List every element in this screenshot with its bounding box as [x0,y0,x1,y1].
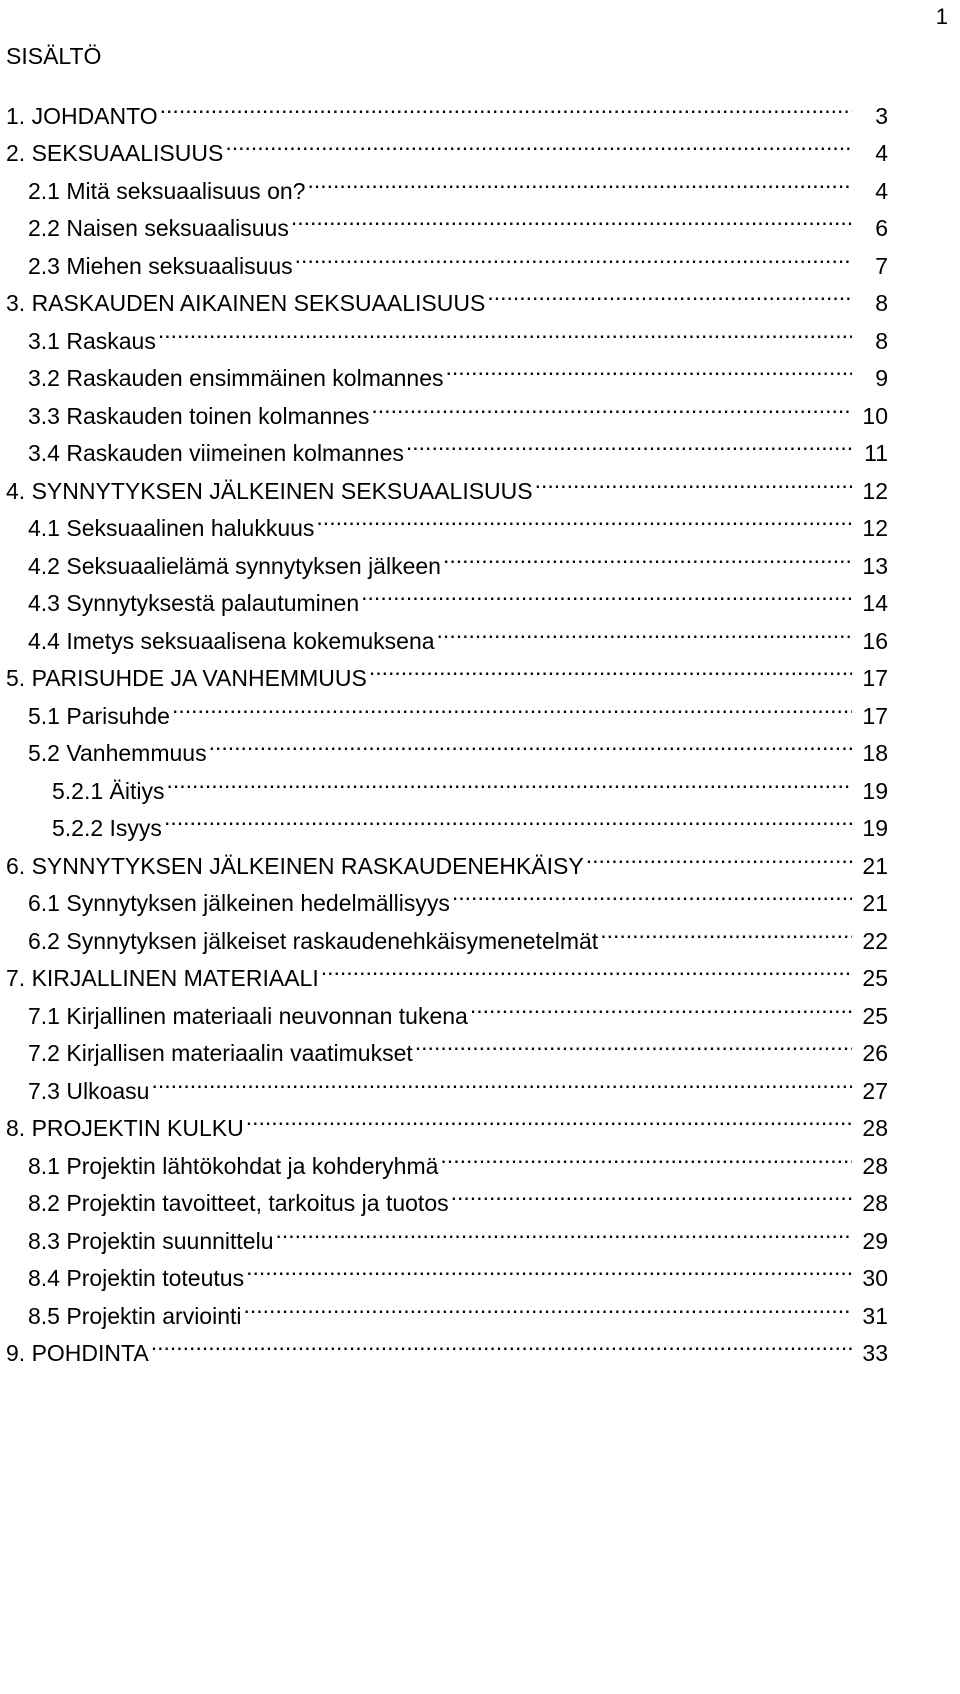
toc-entry-page-number: 33 [862,1340,888,1366]
dot-leader [586,836,852,874]
toc-entry-title: 5.2.2 Isyys [52,815,162,841]
toc-entry-page-number: 10 [862,402,888,429]
dot-leader [158,311,852,349]
toc-entry-page-number: 19 [862,815,888,841]
toc-entry-title: 4.2 Seksuaalielämä synnytyksen jälkeen [28,552,441,579]
toc-entry-page-number: 3 [875,102,888,129]
toc-entry[interactable] [6,799,892,841]
toc-entry-title: 3.4 Raskauden viimeinen kolmannes [28,440,404,466]
toc-entry-title: 5. PARISUHDE JA VANHEMMUUS [6,665,367,691]
dot-leader [470,986,852,1024]
toc-entry-page-number: 16 [862,627,888,654]
table-of-contents [6,86,892,1366]
toc-entry-title: 6. SYNNYTYKSEN JÄLKEINEN RASKAUDENEHKÄISY [6,852,584,879]
toc-entry-title: 2. SEKSUAALISUUS [6,140,224,166]
toc-entry-title: 6.1 Synnytyksen jälkeinen hedelmällisyys [28,890,450,916]
toc-entry-page-number: 4 [875,177,888,204]
toc-entry-page-number: 21 [862,852,888,879]
toc-entry[interactable] [6,349,892,391]
toc-entry-page-number: 14 [862,590,888,616]
dot-leader [415,1024,852,1062]
toc-heading: SISÄLTÖ [6,43,102,69]
dot-leader [225,124,852,162]
dot-leader [291,199,852,237]
toc-entry[interactable] [6,161,892,204]
toc-entry-title: 8.2 Projektin tavoitteet, tarkoitus ja tuotos [28,1190,449,1216]
toc-entry-title: 7.1 Kirjallinen materiaali neuvonnan tukena [28,1002,468,1029]
toc-entry-title: 3.3 Raskauden toinen kolmannes [28,402,370,429]
dot-leader [209,724,852,762]
toc-entry[interactable] [6,1024,892,1066]
toc-entry[interactable] [6,236,892,279]
toc-entry[interactable] [6,611,892,654]
dot-leader [160,86,852,124]
toc-entry-page-number: 13 [862,552,888,579]
toc-entry[interactable] [6,911,892,954]
toc-entry-title: 9. POHDINTA [6,1340,149,1366]
dot-leader [167,761,853,799]
toc-entry-page-number: 27 [862,1077,888,1104]
dot-leader [164,799,852,837]
toc-entry-page-number: 31 [862,1302,888,1329]
toc-entry-page-number: 19 [862,777,888,804]
toc-entry[interactable] [6,874,892,916]
toc-entry[interactable] [6,1286,892,1329]
toc-entry-page-number: 22 [862,927,888,954]
toc-entry[interactable] [6,1324,892,1366]
toc-entry-page-number: 25 [862,1002,888,1029]
toc-entry-page-number: 28 [862,1115,888,1141]
toc-entry-title: 8.1 Projektin lähtökohdat ja kohderyhmä [28,1152,439,1179]
dot-leader [244,1286,853,1324]
toc-entry-page-number: 25 [862,965,888,991]
toc-entry-title: 8.5 Projektin arviointi [28,1302,242,1329]
toc-entry-title: 3.2 Raskauden ensimmäinen kolmannes [28,365,444,391]
toc-entry-title: 7.3 Ulkoasu [28,1077,150,1104]
toc-entry[interactable] [6,424,892,466]
toc-entry[interactable] [6,1099,892,1141]
toc-entry-page-number: 26 [862,1040,888,1066]
dot-leader [307,161,852,199]
dot-leader [535,461,852,499]
dot-leader [276,1211,853,1249]
dot-leader [600,911,852,949]
toc-entry[interactable] [6,1249,892,1291]
toc-entry[interactable] [6,649,892,691]
toc-entry-title: 8. PROJEKTIN KULKU [6,1115,244,1141]
dot-leader [371,386,852,424]
toc-entry[interactable] [6,761,892,804]
toc-entry-title: 4.1 Seksuaalinen halukkuus [28,515,315,541]
toc-entry-title: 4.4 Imetys seksuaalisena kokemuksena [28,627,435,654]
toc-entry-page-number: 12 [862,477,888,504]
dot-leader [172,686,852,724]
toc-entry-page-number: 8 [875,327,888,354]
toc-entry-page-number: 30 [862,1265,888,1291]
toc-entry[interactable] [6,311,892,354]
toc-entry-page-number: 7 [875,252,888,279]
dot-leader [295,236,852,274]
toc-entry-page-number: 12 [862,515,888,541]
toc-entry[interactable] [6,1174,892,1216]
toc-entry[interactable] [6,274,892,316]
dot-leader [369,649,852,687]
toc-entry[interactable] [6,686,892,729]
toc-entry[interactable] [6,499,892,541]
toc-entry-title: 4. SYNNYTYKSEN JÄLKEINEN SEKSUAALISUUS [6,477,533,504]
toc-entry-page-number: 29 [862,1227,888,1254]
toc-entry-title: 1. JOHDANTO [6,102,158,129]
toc-entry-title: 2.2 Naisen seksuaalisuus [28,215,289,241]
toc-entry[interactable] [6,724,892,766]
dot-leader [446,349,852,387]
toc-entry-page-number: 9 [875,365,888,391]
toc-entry[interactable] [6,124,892,166]
dot-leader [452,874,852,912]
toc-entry-page-number: 18 [862,740,888,766]
toc-entry-page-number: 6 [875,215,888,241]
toc-entry-title: 5.2.1 Äitiys [52,777,165,804]
toc-entry[interactable] [6,986,892,1029]
toc-entry-page-number: 28 [862,1152,888,1179]
toc-entry-title: 2.1 Mitä seksuaalisuus on? [28,177,306,204]
toc-entry[interactable] [6,1211,892,1254]
toc-entry-page-number: 4 [875,140,888,166]
toc-entry-title: 5.1 Parisuhde [28,702,170,729]
dot-leader [443,536,852,574]
dot-leader [451,1174,852,1212]
toc-entry-title: 3.1 Raskaus [28,327,156,354]
toc-entry[interactable] [6,386,892,429]
toc-entry-title: 7. KIRJALLINEN MATERIAALI [6,965,319,991]
toc-entry-title: 8.4 Projektin toteutus [28,1265,245,1291]
toc-entry-page-number: 28 [862,1190,888,1216]
toc-entry-title: 8.3 Projektin suunnittelu [28,1227,274,1254]
dot-leader [246,1099,852,1137]
toc-entry-title: 2.3 Miehen seksuaalisuus [28,252,293,279]
dot-leader [151,1324,852,1362]
dot-leader [406,424,852,462]
dot-leader [246,1249,852,1287]
dot-leader [316,499,852,537]
toc-entry-title: 6.2 Synnytyksen jälkeiset raskaudenehkäisymenetelmät [28,927,599,954]
page-number: 1 [935,4,948,29]
toc-entry[interactable] [6,461,892,504]
toc-entry-page-number: 17 [862,665,888,691]
toc-entry-title: 4.3 Synnytyksestä palautuminen [28,590,360,616]
toc-entry-page-number: 21 [862,890,888,916]
toc-entry-page-number: 11 [864,440,888,466]
toc-entry[interactable] [6,574,892,616]
dot-leader [437,611,852,649]
toc-entry-page-number: 17 [862,702,888,729]
toc-entry-title: 5.2 Vanhemmuus [28,740,207,766]
dot-leader [440,1136,852,1174]
dot-leader [487,274,852,312]
toc-entry[interactable] [6,1061,892,1104]
toc-entry[interactable] [6,199,892,241]
dot-leader [321,949,852,987]
toc-entry[interactable] [6,1136,892,1179]
toc-entry[interactable] [6,86,892,129]
toc-entry-title: 3. RASKAUDEN AIKAINEN SEKSUAALISUUS [6,290,486,316]
toc-entry-title: 7.2 Kirjallisen materiaalin vaatimukset [28,1040,413,1066]
toc-entry[interactable] [6,836,892,879]
toc-entry[interactable] [6,536,892,579]
dot-leader [361,574,852,612]
toc-entry[interactable] [6,949,892,991]
dot-leader [151,1061,852,1099]
toc-entry-page-number: 8 [875,290,888,316]
